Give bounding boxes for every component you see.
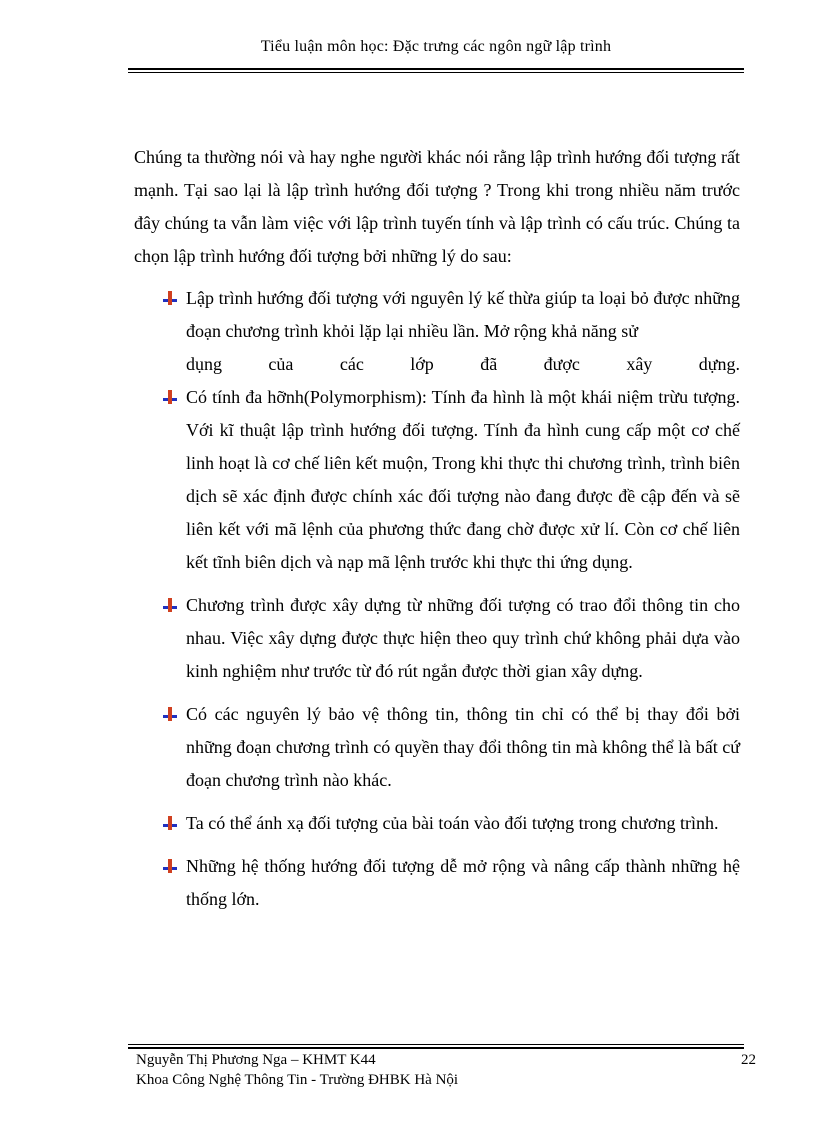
bullet-list (134, 282, 740, 916)
body-content (134, 141, 740, 916)
bullet-item (134, 282, 740, 381)
plus-cross-bullet-icon (162, 706, 178, 722)
plus-cross-bullet-icon (162, 858, 178, 874)
footer-institution: Khoa Công Nghệ Thông Tin - Trường ĐHBK Hà Nội (136, 1072, 459, 1088)
bullet-item (134, 698, 740, 797)
plus-cross-bullet-icon (162, 597, 178, 613)
bullet-text: Những hệ thống hướng đối tượng dễ mở rộng và nâng cấp thành những hệ thống lớn. (186, 856, 740, 909)
footer-author: Nguyễn Thị Phương Nga – KHMT K44 (136, 1052, 376, 1068)
bullet-item (134, 589, 740, 688)
bullet-item (134, 381, 740, 579)
footer-rule (128, 1044, 744, 1049)
header-rule (128, 68, 744, 73)
page-number: 22 (741, 1052, 756, 1068)
intro-paragraph: Chúng ta thường nói và hay nghe người khác nói rằng lập trình hướng đối tượng rất mạnh. Tại sao lại là lập trình hướng đối tượng ? Trong khi trong nhiều năm trước đây chúng ta vẫn làm việc với lập trình tuyến tính và lập trình có cấu trúc. Chúng ta chọn lập trình hướng đối tượng bởi những lý do sau: (134, 147, 740, 266)
bullet-item (134, 807, 740, 840)
page-header-title: Tiểu luận môn học: Đặc trưng các ngôn ngữ lập trình (260, 38, 612, 55)
plus-cross-bullet-icon (162, 290, 178, 306)
bullet-text: Có các nguyên lý bảo vệ thông tin, thông tin chỉ có thể bị thay đổi bởi những đoạn chương trình có quyền thay đổi thông tin mà không thể là bất cứ đoạn chương trình nào khác. (186, 704, 740, 790)
page-footer (136, 1050, 756, 1090)
bullet-item (134, 850, 740, 916)
bullet-text: Ta có thể ánh xạ đối tượng của bài toán vào đối tượng trong chương trình. (186, 813, 719, 833)
bullet-text: Lập trình hướng đối tượng với nguyên lý kế thừa giúp ta loại bỏ được những đoạn chương trình khỏi lặp lại nhiều lần. Mở rộng khả năng sử (186, 288, 740, 341)
plus-cross-bullet-icon (162, 389, 178, 405)
bullet-text-last-line: dụng của các lớp đã được xây dựng. (186, 354, 740, 374)
plus-cross-bullet-icon (162, 815, 178, 831)
bullet-text: Chương trình được xây dựng từ những đối tượng có trao đổi thông tin cho nhau. Việc xây dựng được thực hiện theo quy trình chứ không phải dựa vào kinh nghiệm như trước từ đó rút ngắn được thời gian xây dựng. (186, 595, 740, 681)
bullet-text: Có tính đa hỡnh(Polymorphism): Tính đa hình là một khái niệm trừu tượng. Với kĩ thuật lập trình hướng đối tượng. Tính đa hình cung cấp một cơ chế linh hoạt là cơ chế liên kết muộn, Trong khi thực thi chương trình, trình biên dịch sẽ xác định được chính xác đối tượng nào đang được đề cập đến và sẽ liên kết với mã lệnh của phương thức đang chờ được xử lí. Còn cơ chế liên kết tĩnh biên dịch và nạp mã lệnh trước khi thực thi ứng dụng. (186, 387, 740, 572)
